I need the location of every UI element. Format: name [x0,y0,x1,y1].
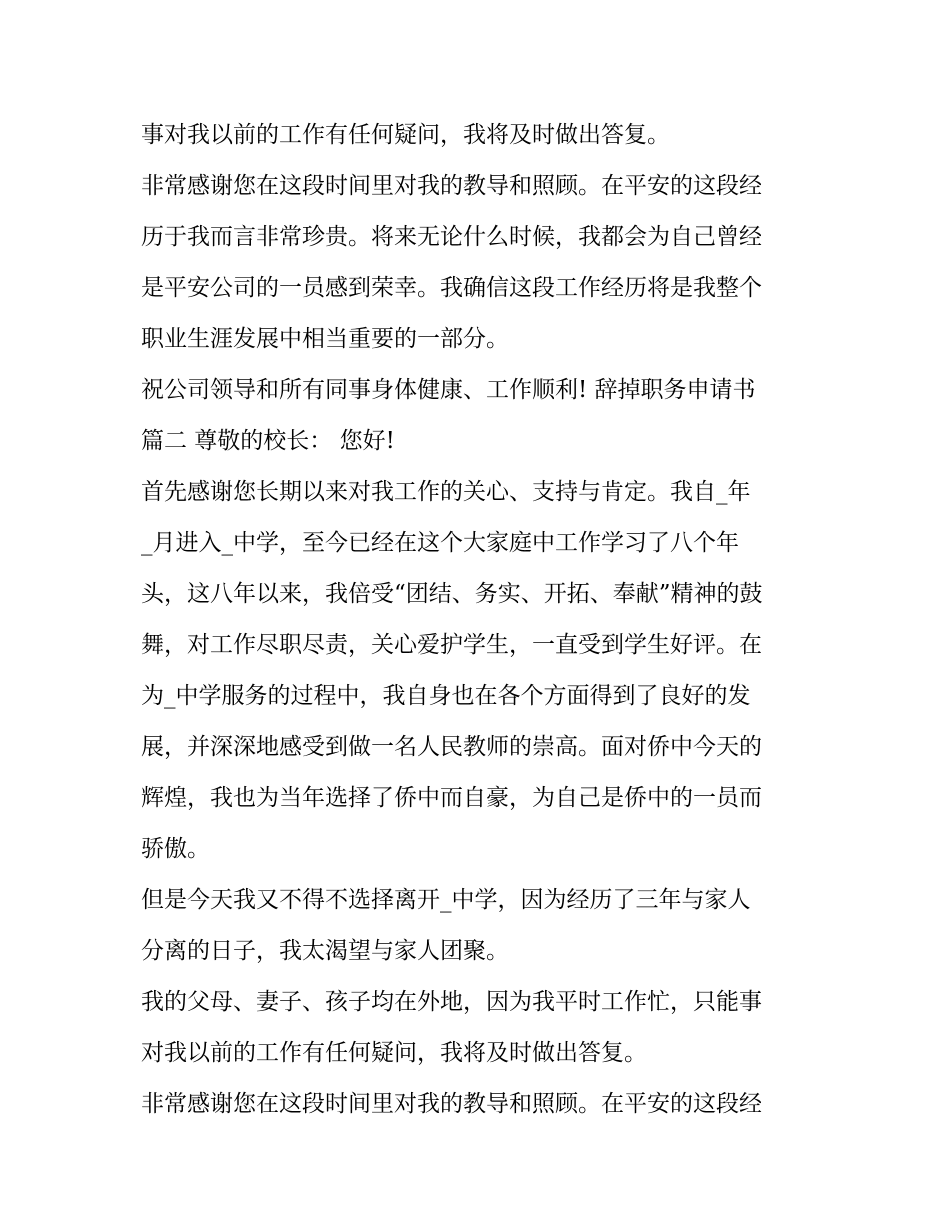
text-line-1: 事对我以前的工作有任何疑问，我将及时做出答复。 [141,122,670,148]
text-line-9: _月进入_中学，至今已经在这个大家庭中工作学习了八个年 [141,530,739,556]
text-line-6: 祝公司领导和所有同事身体健康、工作顺利! 辞掉职务申请书 [141,377,756,403]
document-body [141,110,821,1130]
text-line-8: 首先感谢您长期以来对我工作的关心、支持与肯定。我自_年 [141,479,751,505]
text-line-11: 舞，对工作尽职尽责，关心爱护学生，一直受到学生好评。在 [141,632,762,658]
text-line-12: 为_中学服务的过程中，我自身也在各个方面得到了良好的发 [141,683,751,709]
text-line-10: 头，这八年以来，我倍受“团结、务实、开拓、奉献”精神的鼓 [141,581,763,607]
text-line-17: 分离的日子，我太渴望与家人团聚。 [141,938,509,964]
text-line-18: 我的父母、妻子、孩子均在外地，因为我平时工作忙，只能事 [141,989,762,1015]
text-line-7: 篇二 尊敬的校长： 您好! [141,428,395,454]
text-line-2: 非常感谢您在这段时间里对我的教导和照顾。在平安的这段经 [141,173,762,199]
text-line-13: 展，并深深地感受到做一名人民教师的崇高。面对侨中今天的 [141,734,762,760]
text-line-3: 历于我而言非常珍贵。将来无论什么时候，我都会为自己曾经 [141,224,762,250]
text-line-20: 非常感谢您在这段时间里对我的教导和照顾。在平安的这段经 [141,1091,762,1117]
text-line-15: 骄傲。 [141,836,210,862]
text-line-19: 对我以前的工作有任何疑问，我将及时做出答复。 [141,1040,647,1066]
text-line-16: 但是今天我又不得不选择离开_中学，因为经历了三年与家人 [141,887,751,913]
text-line-5: 职业生涯发展中相当重要的一部分。 [141,326,509,352]
text-line-14: 辉煌，我也为当年选择了侨中而自豪，为自己是侨中的一员而 [141,785,762,811]
text-line-4: 是平安公司的一员感到荣幸。我确信这段工作经历将是我整个 [141,275,762,301]
